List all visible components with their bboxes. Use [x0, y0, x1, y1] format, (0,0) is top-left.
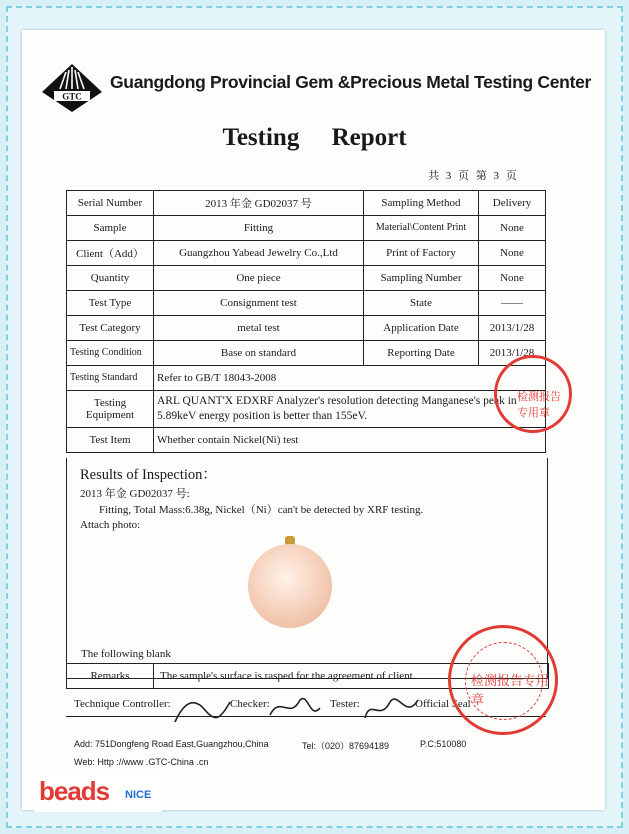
table-row [67, 266, 546, 291]
table-row [67, 316, 546, 341]
delivery-label: Delivery [479, 191, 546, 216]
serial-label: Serial Number [67, 191, 154, 216]
testing-condition-value: Base on standard [154, 341, 364, 366]
reporting-date-value: 2013/1/28 [479, 341, 546, 366]
report-table [66, 190, 546, 453]
testing-condition-label: Testing Condition [67, 341, 154, 366]
quantity-label: Quantity [67, 266, 154, 291]
sample-value: Fitting [154, 216, 364, 241]
center-name: Guangdong Provincial Gem &Precious Metal Testing Center [110, 72, 592, 92]
test-type-value: Consignment test [154, 291, 364, 316]
official-stamp [448, 625, 558, 735]
quantity-value: One piece [154, 266, 364, 291]
test-type-label: Test Type [67, 291, 154, 316]
checker-label: Checker: [230, 698, 270, 710]
side-stamp [494, 355, 572, 433]
table-row [67, 341, 546, 366]
remarks-label: Remarks [67, 664, 154, 688]
test-item-value: Whether contain Nickel(Ni) test [154, 428, 546, 453]
tester-label: Tester: [330, 698, 360, 710]
sample-label: Sample [67, 216, 154, 241]
handwritten-signatures [170, 690, 440, 730]
testing-standard-label: Testing Standard [67, 366, 154, 391]
following-blank: The following blank [81, 648, 171, 660]
testing-standard-value: Refer to GB/T 18043-2008 [154, 366, 546, 391]
table-row [67, 241, 546, 266]
table-row [67, 216, 546, 241]
sample-photo [248, 544, 332, 628]
test-category-value: metal test [154, 316, 364, 341]
client-label: Client（Add） [67, 241, 154, 266]
table-row [67, 191, 546, 216]
material-label: Material\Content Print [364, 216, 479, 241]
table-row [67, 428, 546, 453]
material-value: None [479, 216, 546, 241]
client-value: Guangzhou Yabead Jewelry Co.,Ltd [154, 241, 364, 266]
page-indicator: 共 3 页 第 3 页 [428, 170, 519, 182]
table-row [67, 391, 546, 428]
reporting-date-label: Reporting Date [364, 341, 479, 366]
gtc-logo [40, 62, 104, 114]
state-value: —— [479, 291, 546, 316]
application-date-label: Application Date [364, 316, 479, 341]
results-line: Fitting, Total Mass:6.38g, Nickel（Ni）can't be detected by XRF testing. [99, 504, 424, 516]
brand-main: beads [39, 776, 110, 806]
serial-value: 2013 年金 GD02037 号 [154, 191, 364, 216]
footer-tel: Tel:（020）87694189 [302, 741, 390, 751]
beadsnice-logo [33, 772, 163, 812]
official-stamp-text: 检测报告专用章 [471, 674, 550, 708]
table-row [67, 291, 546, 316]
stamp-inner-ring [465, 642, 543, 720]
footer-pc: P.C:510080 [420, 739, 467, 749]
application-date-value: 2013/1/28 [479, 316, 546, 341]
testing-equipment-label: Testing Equipment [67, 391, 154, 428]
report-title: Testing Report [222, 124, 407, 151]
testing-equipment-value: ARL QUANT'X EDXRF Analyzer's resolution detecting Manganese's peak in 5.89keV energy position is better than 155eV. [154, 391, 546, 428]
sampling-method-label: Sampling Method [364, 191, 479, 216]
brand-suffix: NICE [125, 789, 152, 801]
side-stamp-text: 检测报告专用章 [517, 390, 561, 419]
footer-web: Web: Http ://www .GTC-China .cn [74, 757, 209, 767]
official-seal-label: Official Seal [415, 698, 471, 710]
technique-controller-label: Technique Controller: [74, 698, 171, 710]
footer-address: Add: 751Dongfeng Road East,Guangzhou,China [74, 739, 269, 749]
test-item-label: Test Item [67, 428, 154, 453]
attach-photo-label: Attach photo: [80, 519, 141, 531]
table-row [67, 366, 546, 391]
test-category-label: Test Category [67, 316, 154, 341]
sampling-number-value: None [479, 266, 546, 291]
print-factory-label: Print of Factory [364, 241, 479, 266]
print-factory-value: None [479, 241, 546, 266]
results-title: Results of Inspection： [80, 467, 217, 483]
remarks-value: The sample's surface is rasped for the agreement of client. [160, 670, 416, 682]
sampling-number-label: Sampling Number [364, 266, 479, 291]
state-label: State [364, 291, 479, 316]
results-serial: 2013 年金 GD02037 号: [80, 488, 190, 500]
logo-text: GTC [62, 91, 82, 102]
